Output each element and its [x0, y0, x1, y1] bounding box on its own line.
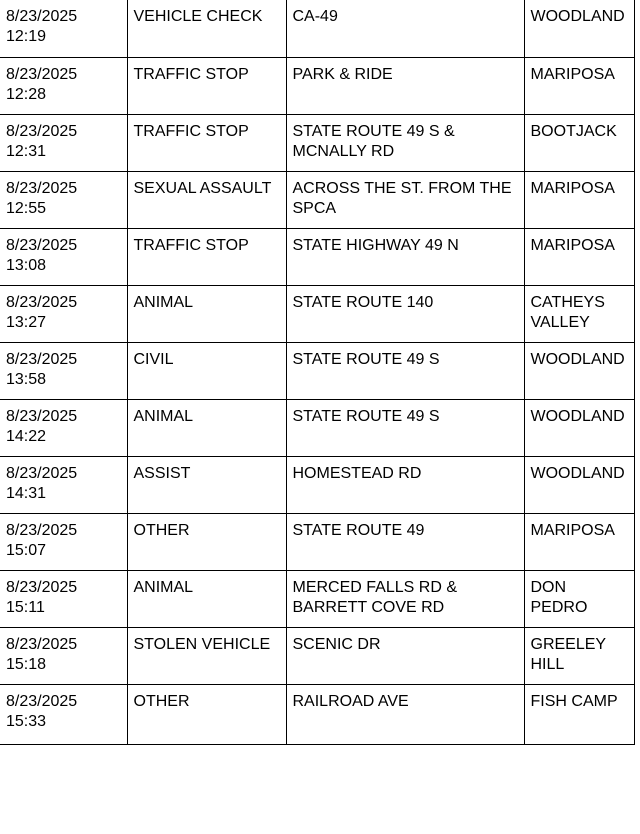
call-area-line: MARIPOSA: [530, 65, 615, 83]
call-time: 12:28: [6, 85, 47, 103]
table-row: [0, 228, 634, 285]
call-datetime-cell: [0, 627, 127, 684]
call-location-cell: [286, 0, 524, 57]
call-type: ANIMAL: [133, 407, 194, 425]
call-type-cell: [127, 57, 286, 114]
call-location-line: SCENIC DR: [292, 635, 381, 653]
call-area-line: MARIPOSA: [530, 236, 615, 254]
call-location-cell: [286, 228, 524, 285]
call-datetime-cell: [0, 342, 127, 399]
call-type: STOLEN VEHICLE: [133, 635, 271, 653]
call-datetime-cell: [0, 285, 127, 342]
call-area-cell: [524, 684, 634, 744]
call-date: 8/23/2025: [6, 350, 78, 368]
call-location-cell: [286, 285, 524, 342]
call-area-cell: [524, 399, 634, 456]
call-area-line: MARIPOSA: [530, 521, 615, 539]
call-area-line: WOODLAND: [530, 350, 625, 368]
call-time: 14:22: [6, 427, 47, 445]
call-type-cell: [127, 570, 286, 627]
table-row: [0, 684, 634, 744]
call-datetime-cell: [0, 0, 127, 57]
call-area-cell: [524, 171, 634, 228]
table-row: [0, 114, 634, 171]
call-datetime-cell: [0, 171, 127, 228]
table-row: [0, 513, 634, 570]
table-row: [0, 570, 634, 627]
call-type-cell: [127, 342, 286, 399]
call-datetime-cell: [0, 399, 127, 456]
table-row: [0, 342, 634, 399]
call-type-cell: [127, 456, 286, 513]
call-date: 8/23/2025: [6, 122, 78, 140]
table-row: [0, 171, 634, 228]
call-time: 13:08: [6, 256, 47, 274]
call-location-cell: [286, 513, 524, 570]
call-area-line: WOODLAND: [530, 464, 625, 482]
call-location-cell: [286, 570, 524, 627]
call-location-cell: [286, 114, 524, 171]
call-area-cell: [524, 228, 634, 285]
call-time: 12:55: [6, 199, 47, 217]
call-time: 14:31: [6, 484, 47, 502]
call-type: ANIMAL: [133, 578, 194, 596]
call-location-line: STATE HIGHWAY 49 N: [292, 236, 459, 254]
call-type-cell: [127, 0, 286, 57]
call-time: 15:18: [6, 655, 47, 673]
call-location-line: CA-49: [292, 8, 338, 25]
call-type: OTHER: [133, 521, 190, 539]
call-location-line: RAILROAD AVE: [292, 692, 409, 710]
call-area-line: DON: [530, 578, 567, 596]
call-type: ANIMAL: [133, 293, 194, 311]
call-date: 8/23/2025: [6, 464, 78, 482]
call-type: ASSIST: [133, 464, 191, 482]
call-area-cell: [524, 0, 634, 57]
table-row: [0, 57, 634, 114]
table-row: [0, 399, 634, 456]
call-type: VEHICLE CHECK: [133, 8, 263, 25]
call-location-cell: [286, 171, 524, 228]
call-time: 12:19: [6, 28, 47, 45]
call-area-cell: [524, 57, 634, 114]
call-area-line: BOOTJACK: [530, 122, 617, 140]
call-area-cell: [524, 285, 634, 342]
call-datetime-cell: [0, 456, 127, 513]
call-date: 8/23/2025: [6, 293, 78, 311]
call-type-cell: [127, 513, 286, 570]
call-location-line: MERCED FALLS RD &: [292, 578, 457, 596]
call-location-line: PARK & RIDE: [292, 65, 393, 83]
call-type-cell: [127, 228, 286, 285]
call-time: 13:27: [6, 313, 47, 331]
call-type: TRAFFIC STOP: [133, 65, 249, 83]
call-type-cell: [127, 627, 286, 684]
call-area-line: WOODLAND: [530, 8, 625, 25]
call-time: 13:58: [6, 370, 47, 388]
call-location-cell: [286, 456, 524, 513]
call-location-line: STATE ROUTE 49 S: [292, 350, 440, 368]
call-area-line: PEDRO: [530, 598, 588, 616]
call-date: 8/23/2025: [6, 578, 78, 596]
call-area-cell: [524, 513, 634, 570]
call-area-line: WOODLAND: [530, 407, 625, 425]
call-area-line: MARIPOSA: [530, 179, 615, 197]
call-area-cell: [524, 627, 634, 684]
call-area-cell: [524, 456, 634, 513]
call-date: 8/23/2025: [6, 407, 78, 425]
call-location-line: MCNALLY RD: [292, 142, 395, 160]
call-date: 8/23/2025: [6, 8, 78, 25]
call-datetime-cell: [0, 684, 127, 744]
call-datetime-cell: [0, 570, 127, 627]
call-location-line: ACROSS THE ST. FROM THE: [292, 179, 512, 197]
call-location-cell: [286, 684, 524, 744]
call-datetime-cell: [0, 57, 127, 114]
call-area-line: FISH CAMP: [530, 692, 618, 710]
call-type-cell: [127, 285, 286, 342]
table-row: [0, 285, 634, 342]
call-area-line: VALLEY: [530, 313, 590, 331]
call-location-cell: [286, 57, 524, 114]
call-area-cell: [524, 342, 634, 399]
call-datetime-cell: [0, 513, 127, 570]
call-type: TRAFFIC STOP: [133, 236, 249, 254]
call-date: 8/23/2025: [6, 635, 78, 653]
call-location-line: SPCA: [292, 199, 337, 217]
call-location-line: STATE ROUTE 49 S &: [292, 122, 455, 140]
table-row: [0, 0, 634, 57]
call-location-line: BARRETT COVE RD: [292, 598, 445, 616]
table-row: [0, 627, 634, 684]
call-time: 15:33: [6, 712, 47, 730]
call-date: 8/23/2025: [6, 65, 78, 83]
table-row: [0, 456, 634, 513]
call-datetime-cell: [0, 114, 127, 171]
call-location-cell: [286, 627, 524, 684]
call-type-cell: [127, 114, 286, 171]
call-type-cell: [127, 399, 286, 456]
call-area-line: GREELEY: [530, 635, 607, 653]
call-location-cell: [286, 342, 524, 399]
call-location-line: STATE ROUTE 49: [292, 521, 425, 539]
call-type: SEXUAL ASSAULT: [133, 179, 272, 197]
call-datetime-cell: [0, 228, 127, 285]
call-type-cell: [127, 684, 286, 744]
call-time: 12:31: [6, 142, 47, 160]
call-type: CIVIL: [133, 350, 174, 368]
call-area-line: HILL: [530, 655, 565, 673]
call-location-line: HOMESTEAD RD: [292, 464, 422, 482]
call-date: 8/23/2025: [6, 179, 78, 197]
call-location-cell: [286, 399, 524, 456]
call-type: TRAFFIC STOP: [133, 122, 249, 140]
call-area-line: CATHEYS: [530, 293, 605, 311]
call-type-cell: [127, 171, 286, 228]
call-type: OTHER: [133, 692, 190, 710]
call-area-cell: [524, 114, 634, 171]
call-location-line: STATE ROUTE 140: [292, 293, 434, 311]
call-date: 8/23/2025: [6, 521, 78, 539]
call-time: 15:11: [6, 598, 45, 616]
call-area-cell: [524, 570, 634, 627]
call-location-line: STATE ROUTE 49 S: [292, 407, 440, 425]
call-date: 8/23/2025: [6, 236, 78, 254]
call-date: 8/23/2025: [6, 692, 78, 710]
call-time: 15:07: [6, 541, 47, 559]
